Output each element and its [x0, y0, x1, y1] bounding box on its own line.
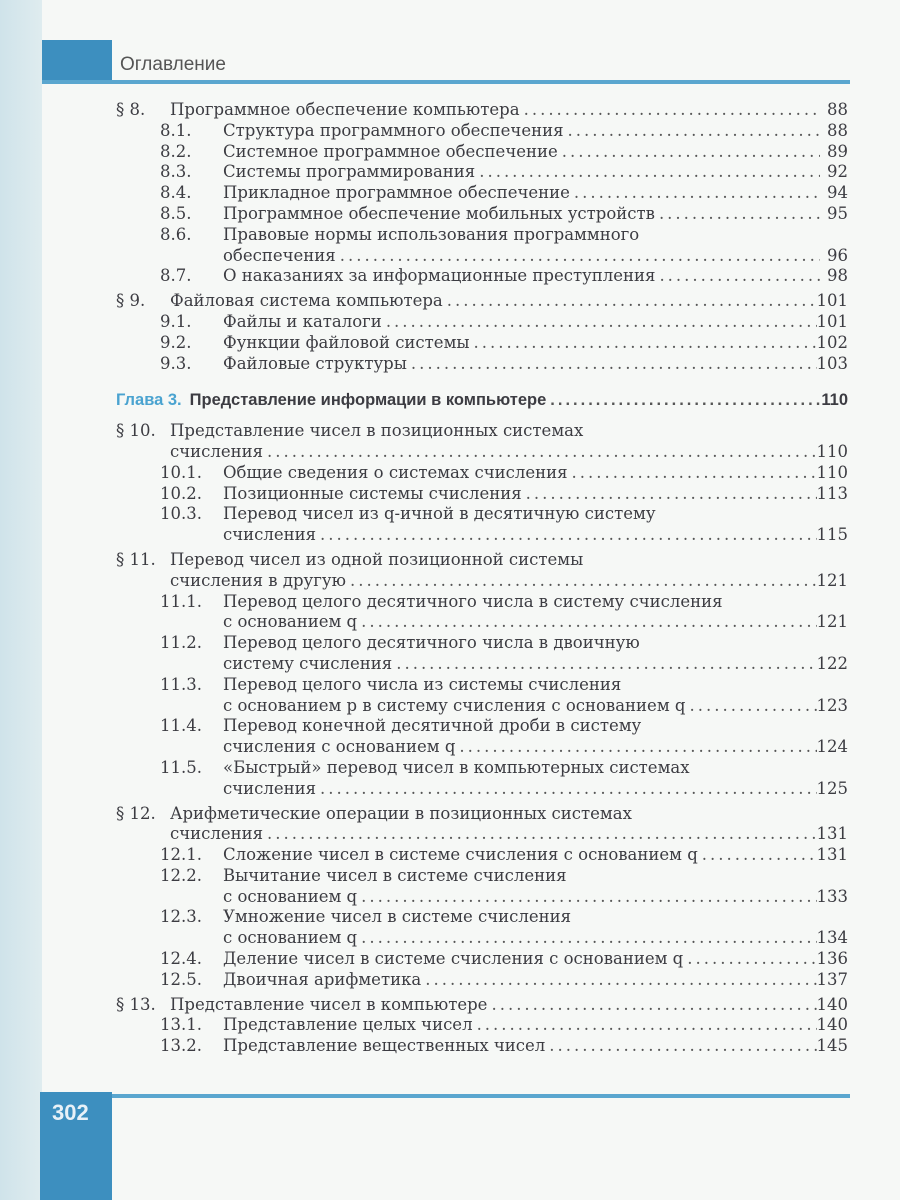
toc-entry-line[interactable] [116, 142, 848, 163]
entry-page: 140 [816, 994, 848, 1014]
toc-entry-line[interactable] [116, 121, 848, 142]
entry-title: Программное обеспечение компьютера [170, 100, 520, 119]
toc-entry-line[interactable] [116, 225, 848, 246]
entry-number: § 11. [116, 549, 156, 569]
dot-leader [545, 1036, 816, 1057]
entry-title: счисления [170, 441, 264, 461]
entry-number: 11.4. [160, 716, 202, 736]
entry-page: 131 [816, 845, 848, 865]
entry-title: Файлы и каталоги [223, 311, 382, 331]
entry-number: 11.5. [160, 757, 202, 777]
toc-entry-line[interactable] [116, 1036, 848, 1057]
entry-title: обеспечения [223, 245, 336, 265]
dot-leader [470, 333, 817, 354]
toc-entry-line[interactable] [116, 183, 848, 204]
entry-page: 125 [816, 778, 848, 798]
entry-title: счисления [223, 778, 317, 798]
entry-page: 110 [816, 462, 848, 482]
entry-title: Перевод целого десятичного числа в двоичную [223, 633, 640, 653]
toc-entry-line[interactable] [116, 525, 848, 546]
dot-leader [522, 484, 817, 505]
toc-entry-line[interactable] [116, 1015, 848, 1036]
dot-leader [475, 162, 820, 183]
entry-title: Арифметические операции в позиционных системах [170, 803, 632, 823]
entry-number: 12.3. [160, 907, 202, 927]
toc-entry-line[interactable] [116, 266, 848, 287]
dot-leader [564, 121, 821, 142]
entry-title: с основанием q [223, 886, 358, 906]
entry-number: § 12. [116, 803, 156, 823]
entry-page: 121 [816, 612, 848, 632]
entry-title: Системы программирования [223, 162, 476, 182]
entry-title: с основанием p в систему счисления с основанием q [223, 695, 686, 715]
entry-title: Представление чисел в компьютере [170, 994, 488, 1014]
dot-leader [392, 654, 816, 675]
toc-entry-line[interactable] [116, 737, 848, 758]
toc-entry-line[interactable] [116, 484, 848, 505]
toc-entry-line[interactable] [116, 442, 848, 463]
entry-number: 10.2. [160, 483, 202, 503]
dot-leader [357, 928, 816, 949]
entry-number: § 13. [116, 994, 156, 1014]
dot-leader [346, 571, 817, 592]
entry-page: 124 [816, 737, 848, 757]
entry-title: счисления [223, 525, 317, 545]
toc-entry-line[interactable] [116, 204, 848, 225]
entry-number: 12.4. [160, 949, 202, 969]
dot-leader [546, 390, 820, 411]
entry-page: 121 [816, 570, 848, 590]
entry-number: § 8. [116, 100, 146, 119]
toc-entry-line[interactable] [116, 312, 848, 333]
toc-entry-line[interactable] [116, 949, 848, 970]
page-margin [0, 0, 42, 1200]
entry-page: 131 [816, 824, 848, 844]
entry-number: 13.1. [160, 1015, 202, 1035]
entry-page: 101 [816, 291, 848, 311]
toc-entry-line[interactable] [116, 654, 848, 675]
toc-entry-line[interactable] [116, 550, 848, 571]
toc-entry-line[interactable] [116, 824, 848, 845]
entry-title: О наказаниях за информационные преступления [223, 266, 656, 286]
entry-number: § 10. [116, 421, 156, 441]
toc-entry-line[interactable] [116, 100, 848, 121]
entry-number: 10.3. [160, 504, 202, 524]
dot-leader [655, 266, 820, 287]
dot-leader [443, 291, 817, 312]
dot-leader [520, 100, 820, 121]
entry-page: 96 [827, 245, 848, 265]
running-header: Оглавление [120, 54, 226, 75]
entry-number: 9.3. [160, 353, 192, 373]
entry-title: «Быстрый» перевод чисел в компьютерных системах [223, 757, 690, 777]
page-number: 302 [52, 1100, 89, 1125]
entry-page: 122 [816, 653, 848, 673]
entry-page: 103 [816, 353, 848, 373]
entry-title: Прикладное программное обеспечение [223, 183, 570, 203]
entry-page: 133 [816, 886, 848, 906]
entry-title: Сложение чисел в системе счисления с основанием q [223, 845, 698, 865]
toc-entry-line[interactable] [116, 845, 848, 866]
dot-leader [568, 463, 817, 484]
toc-section [116, 550, 848, 800]
entry-page: 101 [816, 311, 848, 331]
entry-title: Перевод целого десятичного числа в систему счисления [223, 591, 723, 611]
entry-page: 102 [816, 332, 848, 352]
toc-entry-line[interactable] [116, 675, 848, 696]
toc-section [116, 995, 848, 1057]
entry-number: 8.7. [160, 266, 192, 286]
entry-number: 11.3. [160, 674, 202, 694]
entry-page: 88 [827, 120, 848, 140]
entry-title: с основанием q [223, 612, 358, 632]
toc-entry-line[interactable] [116, 716, 848, 737]
entry-number: 8.1. [160, 120, 192, 140]
dot-leader [382, 312, 817, 333]
toc-entry-line[interactable] [116, 333, 848, 354]
entry-page: 92 [827, 162, 848, 182]
entry-title: Перевод целого числа из системы счисления [223, 674, 622, 694]
entry-number: 8.4. [160, 183, 192, 203]
dot-leader [357, 612, 816, 633]
dot-leader [487, 995, 816, 1016]
dot-leader [316, 525, 816, 546]
entry-title: Структура программного обеспечения [223, 120, 564, 140]
dot-leader [685, 696, 816, 717]
toc-entry-line[interactable] [116, 592, 848, 613]
entry-page: 110 [816, 441, 848, 461]
entry-title: Правовые нормы использования программного [223, 224, 640, 244]
entry-number: 13.2. [160, 1036, 202, 1056]
toc-section [116, 421, 848, 546]
entry-page: 94 [827, 183, 848, 203]
entry-title: Представление целых чисел [223, 1015, 473, 1035]
entry-title: Представление информации в компьютере [189, 391, 547, 410]
entry-title: Перевод чисел из q-ичной в десятичную систему [223, 504, 656, 524]
toc-entry-line[interactable] [116, 291, 848, 312]
toc-entry-line[interactable] [116, 970, 848, 991]
dot-leader [263, 442, 816, 463]
toc-entry-line[interactable] [116, 246, 848, 267]
entry-title: Файловая система компьютера [170, 291, 443, 311]
entry-title: Умножение чисел в системе счисления [223, 907, 572, 927]
entry-title: систему счисления [223, 653, 393, 673]
toc-entry-line[interactable] [116, 928, 848, 949]
entry-page: 140 [816, 1015, 848, 1035]
entry-title: Вычитание чисел в системе счисления [223, 865, 567, 885]
entry-title: Функции файловой системы [223, 332, 470, 352]
entry-number: 8.6. [160, 224, 192, 244]
chapter-heading [116, 390, 848, 411]
entry-title: Общие сведения о системах счисления [223, 462, 568, 482]
entry-page: 137 [816, 969, 848, 989]
entry-number: § 9. [116, 291, 146, 311]
entry-title: Файловые структуры [223, 353, 407, 373]
toc-entry-line[interactable] [116, 504, 848, 525]
toc-entry-line[interactable] [116, 696, 848, 717]
dot-leader [421, 970, 816, 991]
dot-leader [473, 1015, 817, 1036]
entry-title: Системное программное обеспечение [223, 141, 558, 161]
toc-section [116, 804, 848, 991]
table-of-contents [116, 100, 848, 1061]
entry-page: 134 [816, 928, 848, 948]
entry-title: Позиционные системы счисления [223, 483, 522, 503]
toc-entry-line[interactable] [116, 995, 848, 1016]
entry-page: 98 [827, 266, 848, 286]
header-rule [42, 80, 850, 84]
toc-section [116, 291, 848, 374]
toc-entry-line[interactable] [116, 390, 848, 411]
toc-entry-line[interactable] [116, 354, 848, 375]
entry-title: Представление вещественных чисел [223, 1036, 546, 1056]
toc-entry-line[interactable] [116, 571, 848, 592]
toc-entry-line[interactable] [116, 463, 848, 484]
entry-page: 88 [827, 100, 848, 119]
entry-title: счисления [170, 824, 264, 844]
entry-page: 110 [821, 391, 848, 410]
entry-page: 115 [816, 525, 848, 545]
entry-title: счисления с основанием q [223, 737, 456, 757]
entry-number: 8.2. [160, 141, 192, 161]
dot-leader [698, 845, 817, 866]
entry-number: 12.1. [160, 845, 202, 865]
entry-number: 9.2. [160, 332, 192, 352]
dot-leader [455, 737, 816, 758]
entry-number: 11.2. [160, 633, 202, 653]
entry-title: Программное обеспечение мобильных устройств [223, 203, 655, 223]
toc-entry-line[interactable] [116, 866, 848, 887]
entry-title: Двоичная арифметика [223, 969, 422, 989]
entry-page: 89 [827, 141, 848, 161]
entry-page: 145 [816, 1036, 848, 1056]
header-accent-block [42, 40, 112, 84]
entry-number: 11.1. [160, 591, 202, 611]
toc-entry-line[interactable] [116, 633, 848, 654]
entry-title: с основанием q [223, 928, 358, 948]
toc-entry-line[interactable] [116, 758, 848, 779]
entry-title: Деление чисел в системе счисления с основанием q [223, 949, 684, 969]
dot-leader [316, 779, 816, 800]
dot-leader [558, 142, 820, 163]
toc-entry-line[interactable] [116, 421, 848, 442]
dot-leader [407, 354, 817, 375]
entry-number: 12.2. [160, 865, 202, 885]
toc-entry-line[interactable] [116, 804, 848, 825]
entry-number: 9.1. [160, 311, 192, 331]
toc-entry-line[interactable] [116, 612, 848, 633]
footer-rule [112, 1094, 850, 1098]
toc-entry-line[interactable] [116, 779, 848, 800]
entry-title: Перевод конечной десятичной дроби в систему [223, 716, 642, 736]
dot-leader [655, 204, 820, 225]
entry-page: 113 [816, 483, 848, 503]
toc-entry-line[interactable] [116, 907, 848, 928]
dot-leader [336, 246, 820, 267]
entry-page: 123 [816, 695, 848, 715]
entry-page: 136 [816, 949, 848, 969]
chapter-number: Глава 3. [116, 391, 182, 410]
dot-leader [570, 183, 820, 204]
entry-title: Представление чисел в позиционных системах [170, 421, 584, 441]
dot-leader [357, 887, 816, 908]
entry-number: 12.5. [160, 969, 202, 989]
dot-leader [263, 824, 816, 845]
toc-entry-line[interactable] [116, 887, 848, 908]
entry-number: 8.5. [160, 203, 192, 223]
entry-title: счисления в другую [170, 570, 346, 590]
toc-entry-line[interactable] [116, 162, 848, 183]
entry-number: 10.1. [160, 462, 202, 482]
entry-title: Перевод чисел из одной позиционной системы [170, 549, 584, 569]
toc-section [116, 100, 848, 287]
dot-leader [683, 949, 816, 970]
entry-page: 95 [827, 203, 848, 223]
entry-number: 8.3. [160, 162, 192, 182]
